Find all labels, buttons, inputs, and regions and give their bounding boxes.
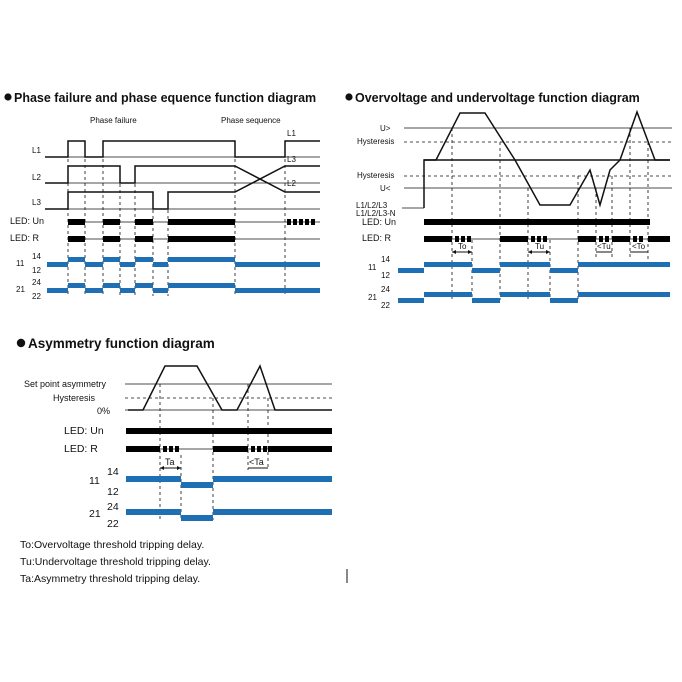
phases-label-a: L1/L2/L3	[356, 201, 388, 210]
contact-24-label: 24	[32, 278, 41, 287]
contact-12-label: 12	[107, 486, 119, 498]
asymmetry-diagram-title: Asymmetry function diagram	[28, 336, 215, 351]
phase-sequence-label: Phase sequence	[221, 116, 281, 125]
signal-label-l1: L1	[32, 146, 41, 155]
contact-22-label: 22	[381, 301, 390, 310]
contact-12-label: 12	[32, 266, 41, 275]
note-to: To:Overvoltage threshold tripping delay.	[20, 539, 205, 551]
voltage-waveform-low	[424, 112, 670, 205]
voltage-event-lines	[452, 128, 648, 300]
signal-label-l3: L3	[32, 198, 41, 207]
led-un-label: LED: Un	[64, 425, 104, 437]
right-label-l1: L1	[287, 129, 296, 138]
u-over-label: U>	[380, 124, 391, 133]
led-r-label: LED: R	[362, 233, 392, 243]
tu-label: Tu	[535, 242, 545, 251]
relay-1-waveform	[47, 257, 320, 267]
led-r-label: LED: R	[10, 233, 40, 243]
voltage-diagram	[345, 91, 672, 310]
right-label-l3: L3	[287, 155, 296, 164]
u-under-label: U<	[380, 184, 391, 193]
phases-label-b: L1/L2/L3-N	[356, 209, 396, 218]
zero-percent-label: 0%	[97, 406, 111, 416]
led-un-bar	[126, 428, 332, 434]
contact-21-label: 21	[16, 285, 25, 294]
ta-short-label: <Ta	[249, 457, 264, 467]
phase-diagram	[4, 91, 320, 301]
right-label-l2: L2	[287, 179, 296, 188]
set-point-label: Set point asymmetry	[24, 379, 107, 389]
relay-1-waveform	[398, 262, 670, 273]
phase-event-lines	[68, 141, 285, 296]
voltage-diagram-title: Overvoltage and undervoltage function diagram	[355, 91, 640, 105]
led-un-label: LED: Un	[10, 216, 45, 226]
led-un-bar	[424, 219, 650, 225]
asymmetry-waveform	[128, 366, 332, 410]
phase-failure-label: Phase failure	[90, 116, 137, 125]
signal-label-l2: L2	[32, 173, 41, 182]
voltage-threshold-lines	[404, 128, 672, 188]
l1-waveform	[45, 141, 320, 157]
contact-22-label: 22	[32, 292, 41, 301]
led-r-label: LED: R	[64, 443, 98, 455]
contact-24-label: 24	[107, 501, 119, 513]
contact-24-label: 24	[381, 285, 390, 294]
phase-reference-lines	[45, 157, 320, 209]
relay-1-waveform	[126, 476, 332, 488]
contact-11-label: 11	[89, 475, 100, 487]
contact-21-label: 21	[368, 293, 377, 302]
ta-label: Ta	[165, 457, 175, 467]
hysteresis-label: Hysteresis	[53, 393, 96, 403]
note-ta: Ta:Asymmetry threshold tripping delay.	[20, 573, 201, 585]
contact-12-label: 12	[381, 271, 390, 280]
led-un-label: LED: Un	[362, 217, 397, 227]
contact-11-label: 11	[16, 259, 25, 268]
bullet-icon	[345, 93, 352, 100]
contact-21-label: 21	[89, 508, 101, 520]
asymmetry-threshold-lines	[125, 384, 332, 410]
contact-14-label: 14	[381, 255, 390, 264]
l3-waveform	[45, 166, 320, 209]
led-r-bars	[126, 446, 332, 452]
tu-short-label: <Tu	[597, 242, 611, 251]
contact-11-label: 11	[368, 263, 377, 272]
notes	[20, 539, 211, 585]
asymmetry-diagram	[17, 336, 332, 530]
to-short-label: <To	[632, 242, 646, 251]
relay-2-waveform	[126, 509, 332, 521]
note-tu: Tu:Undervoltage threshold tripping delay.	[20, 556, 211, 568]
phase-diagram-title: Phase failure and phase equence function diagram	[14, 91, 317, 105]
relay-2-waveform	[398, 292, 670, 303]
contact-22-label: 22	[107, 518, 119, 530]
bullet-icon	[17, 339, 25, 347]
bullet-icon	[4, 93, 11, 100]
to-label: To	[458, 242, 467, 251]
contact-14-label: 14	[32, 252, 41, 261]
relay-2-waveform	[47, 283, 320, 293]
hysteresis-bottom-label: Hysteresis	[357, 171, 395, 180]
contact-14-label: 14	[107, 466, 119, 478]
hysteresis-top-label: Hysteresis	[357, 137, 395, 146]
